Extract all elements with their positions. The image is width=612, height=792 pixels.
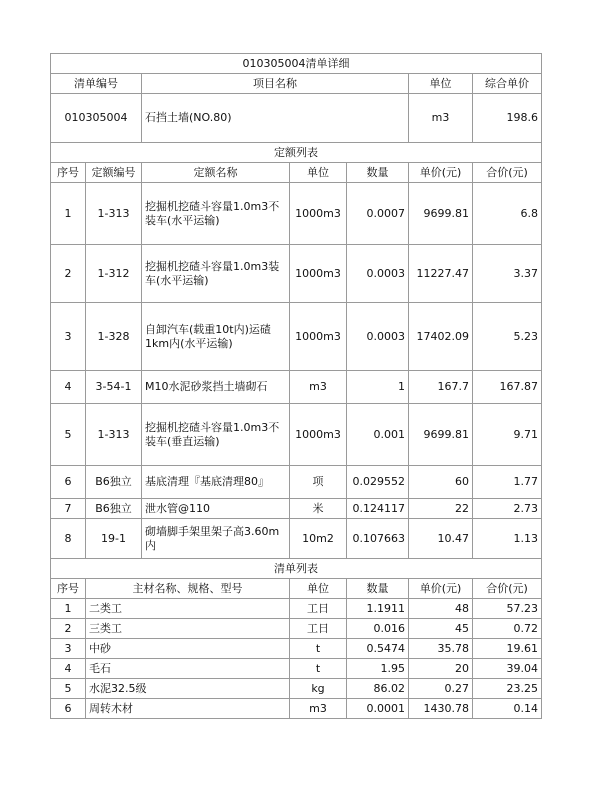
quota-code: B6独立 [86,499,142,519]
material-header-price: 单价(元) [409,579,473,599]
material-row [51,639,542,659]
quota-header-price: 单价(元) [409,163,473,183]
quota-qty: 0.124117 [347,499,409,519]
material-qty: 0.0001 [347,699,409,719]
quota-qty: 0.001 [347,404,409,466]
material-section-row [51,559,542,579]
material-section-title: 清单列表 [51,559,542,579]
quota-price: 11227.47 [409,245,473,303]
quota-section-row [51,143,542,163]
quota-price: 9699.81 [409,183,473,245]
material-header-row [51,579,542,599]
material-seq: 3 [51,639,86,659]
material-row [51,699,542,719]
material-seq: 6 [51,699,86,719]
material-seq: 2 [51,619,86,639]
quota-code: 1-313 [86,183,142,245]
material-seq: 5 [51,679,86,699]
quota-total: 1.77 [473,466,542,499]
material-qty: 0.016 [347,619,409,639]
material-total: 0.72 [473,619,542,639]
quota-seq: 3 [51,303,86,371]
quota-seq: 7 [51,499,86,519]
material-seq: 4 [51,659,86,679]
material-seq: 1 [51,599,86,619]
quota-unit: 项 [290,466,347,499]
quota-seq: 8 [51,519,86,559]
item-code: 010305004 [51,94,142,143]
quota-name: 泄水管@110 [142,499,290,519]
quota-header-unit: 单位 [290,163,347,183]
material-price: 48 [409,599,473,619]
quota-header-seq: 序号 [51,163,86,183]
quota-unit: 1000m3 [290,404,347,466]
quota-qty: 0.0003 [347,245,409,303]
quota-seq: 1 [51,183,86,245]
quota-price: 60 [409,466,473,499]
material-qty: 0.5474 [347,639,409,659]
quota-name: M10水泥砂浆挡土墙砌石 [142,371,290,404]
quota-code: 1-313 [86,404,142,466]
sheet-title: 010305004清单详细 [51,54,542,74]
quota-unit: 10m2 [290,519,347,559]
material-total: 57.23 [473,599,542,619]
item-row [51,94,542,143]
material-header-unit: 单位 [290,579,347,599]
quota-unit: m3 [290,371,347,404]
material-unit: t [290,659,347,679]
quota-name: 挖掘机挖碴斗容量1.0m3不装车(水平运输) [142,183,290,245]
quota-code: 3-54-1 [86,371,142,404]
material-header-qty: 数量 [347,579,409,599]
material-qty: 1.95 [347,659,409,679]
material-header-total: 合价(元) [473,579,542,599]
material-header-name: 主材名称、规格、型号 [86,579,290,599]
quota-code: 1-312 [86,245,142,303]
quota-total: 5.23 [473,303,542,371]
quota-name: 挖掘机挖碴斗容量1.0m3不装车(垂直运输) [142,404,290,466]
quota-unit: 1000m3 [290,183,347,245]
quota-header-qty: 数量 [347,163,409,183]
quota-unit: 米 [290,499,347,519]
material-name: 二类工 [86,599,290,619]
quota-unit: 1000m3 [290,245,347,303]
material-total: 0.14 [473,699,542,719]
quota-total: 2.73 [473,499,542,519]
quota-row [51,245,542,303]
material-header-seq: 序号 [51,579,86,599]
quota-price: 10.47 [409,519,473,559]
quota-qty: 0.0003 [347,303,409,371]
item-price-header: 综合单价 [473,74,542,94]
quota-row [51,519,542,559]
bill-detail-table [50,53,542,719]
material-name: 中砂 [86,639,290,659]
quota-header-row [51,163,542,183]
quota-section-title: 定额列表 [51,143,542,163]
quota-code: 1-328 [86,303,142,371]
material-name: 毛石 [86,659,290,679]
material-row [51,619,542,639]
material-unit: 工日 [290,619,347,639]
quota-row [51,303,542,371]
quota-price: 167.7 [409,371,473,404]
material-unit: 工日 [290,599,347,619]
quota-seq: 5 [51,404,86,466]
quota-total: 6.8 [473,183,542,245]
quota-name: 自卸汽车(载重10t内)运碴1km内(水平运输) [142,303,290,371]
material-price: 0.27 [409,679,473,699]
item-unit: m3 [409,94,473,143]
quota-qty: 0.107663 [347,519,409,559]
quota-unit: 1000m3 [290,303,347,371]
quota-row [51,404,542,466]
material-unit: m3 [290,699,347,719]
quota-qty: 0.029552 [347,466,409,499]
item-code-header: 清单编号 [51,74,142,94]
quota-qty: 1 [347,371,409,404]
material-row [51,679,542,699]
item-name: 石挡土墙(NO.80) [142,94,409,143]
quota-code: B6独立 [86,466,142,499]
material-name: 周转木材 [86,699,290,719]
item-price: 198.6 [473,94,542,143]
material-name: 水泥32.5级 [86,679,290,699]
item-header-row [51,74,542,94]
material-total: 39.04 [473,659,542,679]
quota-code: 19-1 [86,519,142,559]
material-price: 45 [409,619,473,639]
quota-name: 砌墙脚手架里架子高3.60m内 [142,519,290,559]
material-row [51,659,542,679]
quota-row [51,183,542,245]
quota-row [51,466,542,499]
quota-header-total: 合价(元) [473,163,542,183]
quota-name: 挖掘机挖碴斗容量1.0m3装车(水平运输) [142,245,290,303]
quota-name: 基底清理『基底清理80』 [142,466,290,499]
quota-header-name: 定额名称 [142,163,290,183]
quota-price: 9699.81 [409,404,473,466]
quota-total: 9.71 [473,404,542,466]
material-price: 20 [409,659,473,679]
item-unit-header: 单位 [409,74,473,94]
quota-total: 1.13 [473,519,542,559]
quota-price: 22 [409,499,473,519]
material-unit: kg [290,679,347,699]
title-row [51,54,542,74]
material-price: 1430.78 [409,699,473,719]
quota-row [51,499,542,519]
item-name-header: 项目名称 [142,74,409,94]
quota-total: 167.87 [473,371,542,404]
quota-row [51,371,542,404]
quota-total: 3.37 [473,245,542,303]
quota-qty: 0.0007 [347,183,409,245]
material-name: 三类工 [86,619,290,639]
material-row [51,599,542,619]
quota-header-code: 定额编号 [86,163,142,183]
quota-seq: 4 [51,371,86,404]
material-total: 19.61 [473,639,542,659]
material-total: 23.25 [473,679,542,699]
quota-price: 17402.09 [409,303,473,371]
material-qty: 86.02 [347,679,409,699]
quota-seq: 6 [51,466,86,499]
material-qty: 1.1911 [347,599,409,619]
material-price: 35.78 [409,639,473,659]
material-unit: t [290,639,347,659]
quota-seq: 2 [51,245,86,303]
